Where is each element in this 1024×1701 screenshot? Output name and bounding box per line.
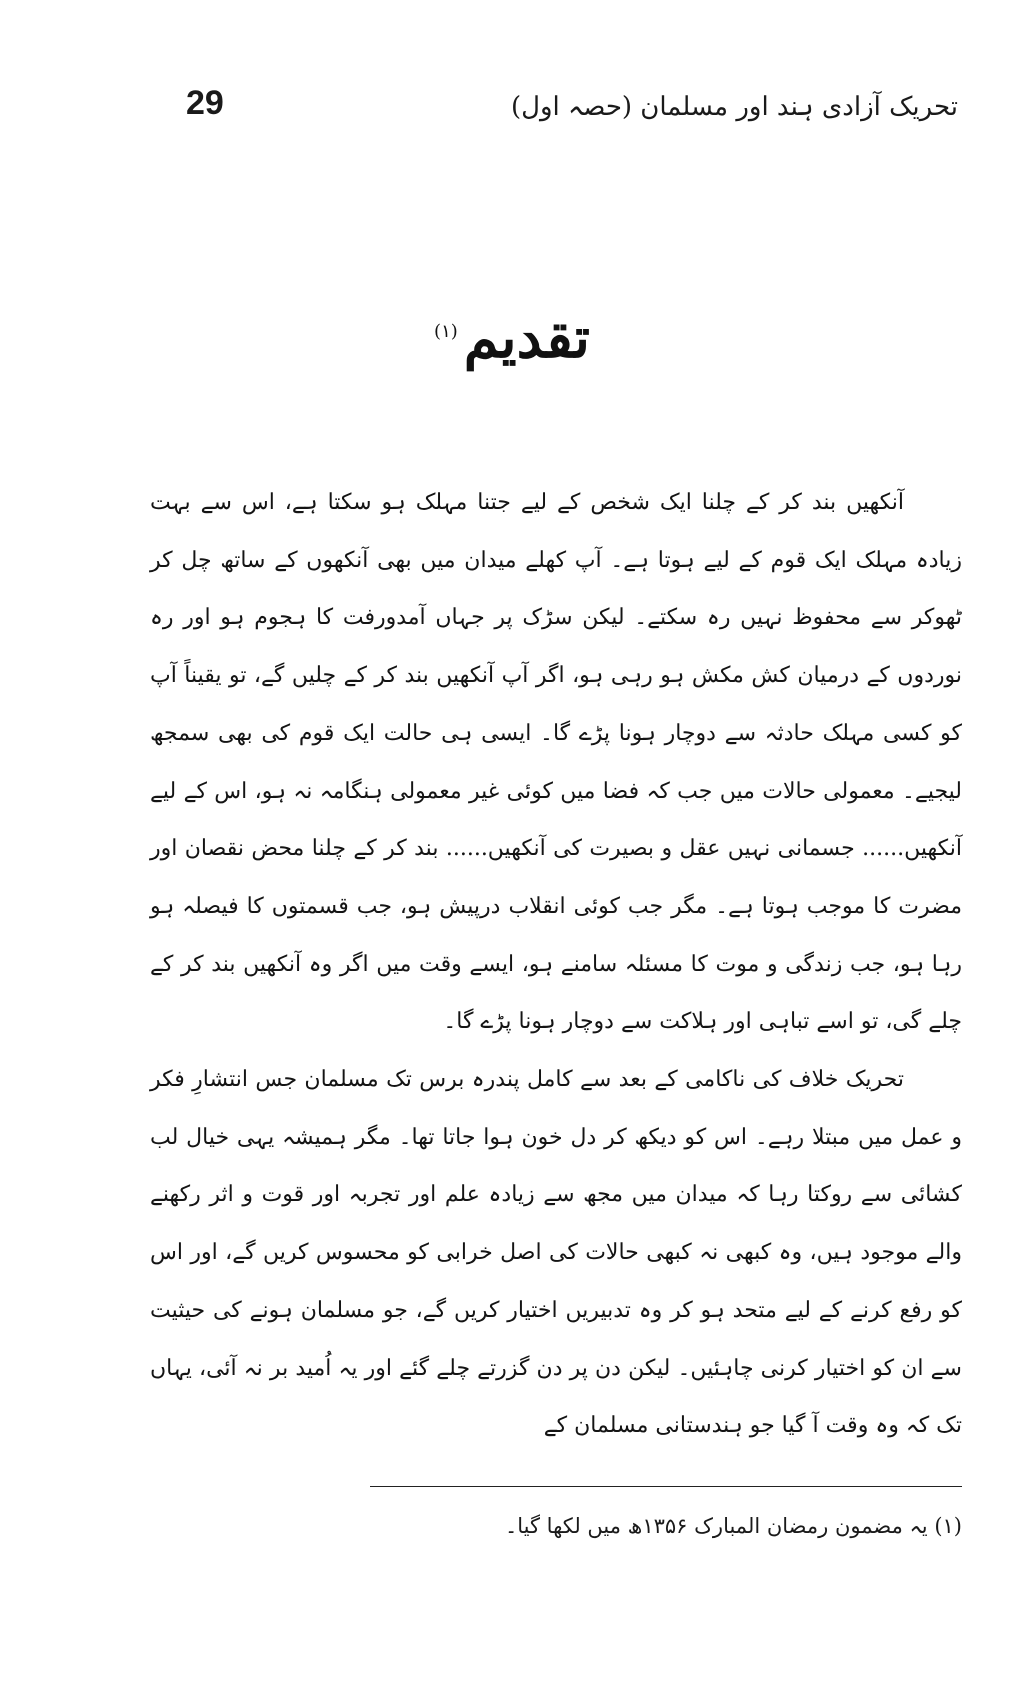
paragraph-1: آنکھیں بند کر کے چلنا ایک شخص کے لیے جتنا مہلک ہو سکتا ہے، اس سے بہت زیادہ مہلک ایک قوم کے لیے ہوتا ہے۔ آپ کھلے میدان میں بھی آنکھوں کے ساتھ چل کر ٹھوکر سے محفوظ نہیں رہ سکتے۔ لیکن سڑک پر جہاں آمدورفت کا ہجوم ہو اور رہ نوردوں کے درمیان کش مکش ہو رہی ہو، اگر آپ آنکھیں بند کر کے چلیں گے، تو یقیناً آپ کو کسی مہلک حادثہ سے دوچار ہونا پڑے گا۔ ایسی ہی حالت ایک قوم کی بھی سمجھ لیجیے۔ معمولی حالات میں جب کہ فضا میں کوئی غیر معمولی ہنگامہ نہ ہو، اس کے لیے آنکھیں...... جسمانی نہیں عقل و بصیرت کی آنکھیں...... بند کر کے چلنا محض نقصان اور مضرت کا موجب ہوتا ہے۔ مگر جب کوئی انقلاب درپیش ہو، جب قسمتوں کا فیصلہ ہو رہا ہو، جب زندگی و موت کا مسئلہ سامنے ہو، ایسے وقت میں اگر وہ آنکھیں بند کر کے چلے گی، تو اسے تباہی اور ہلاکت سے دوچار ہونا پڑے گا۔ (150, 490, 962, 1035)
footnote: (۱) یہ مضمون رمضان المبارک ۱۳۵۶ھ میں لکھا گیا۔ (504, 1514, 962, 1538)
running-head: تحریک آزادی ہند اور مسلمان (حصہ اول) (510, 92, 958, 122)
paragraph-2: تحریک خلاف کی ناکامی کے بعد سے کامل پندرہ برس تک مسلمان جس انتشارِ فکر و عمل میں مبتلا رہے۔ اس کو دیکھ کر دل خون ہوا جاتا تھا۔ مگر ہمیشہ یہی خیال لب کشائی سے روکتا رہا کہ میدان میں مجھ سے زیادہ علم اور تجربہ اور قوت و اثر رکھنے والے موجود ہیں، وہ کبھی نہ کبھی حالات کی اصل خرابی کو محسوس کریں گے، اور اس کو رفع کرنے کے لیے متحد ہو کر وہ تدبیریں اختیار کریں گے، جو مسلمان ہونے کی حیثیت سے ان کو اختیار کرنی چاہئیں۔ لیکن دن پر دن گزرتے چلے گئے اور یہ اُمید بر نہ آئی، یہاں تک کہ وہ وقت آ گیا جو ہندستانی مسلمان کے (150, 1067, 962, 1439)
page-number: 29 (186, 84, 224, 122)
chapter-title-text: تقدیم (463, 305, 590, 371)
footnote-separator (370, 1486, 962, 1487)
footnote-reference-marker: (۱) (434, 321, 458, 343)
body-text (150, 474, 962, 1455)
chapter-title (0, 305, 1024, 371)
